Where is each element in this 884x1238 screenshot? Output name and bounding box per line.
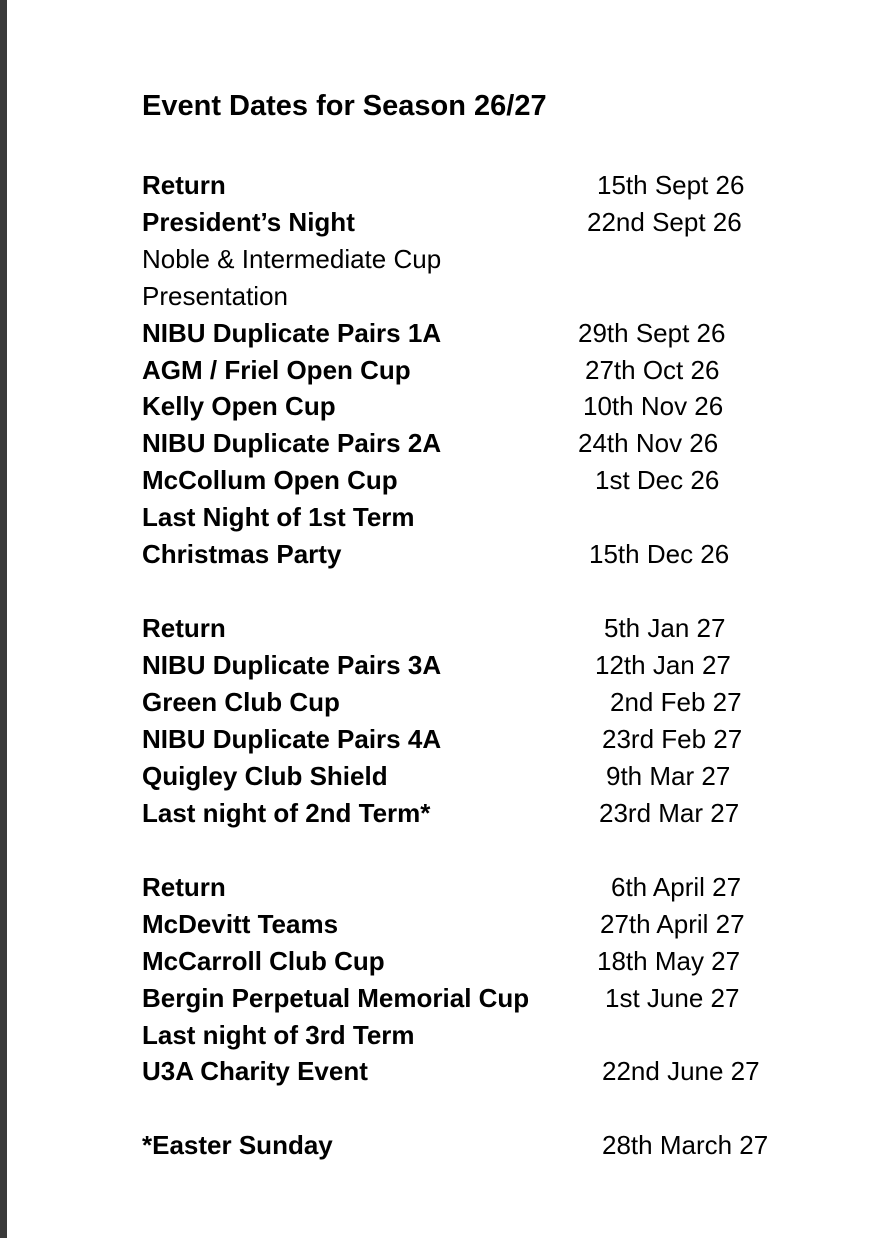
event-row bbox=[7, 425, 884, 462]
event-row bbox=[7, 647, 884, 684]
event-row bbox=[7, 204, 884, 241]
event-name: Return bbox=[142, 613, 226, 643]
event-name: NIBU Duplicate Pairs 3A bbox=[142, 650, 442, 680]
event-row bbox=[7, 167, 884, 204]
event-date: 15th Sept 26 bbox=[597, 170, 745, 200]
event-date: 27th April 27 bbox=[600, 909, 745, 939]
event-row bbox=[7, 278, 884, 315]
event-name: U3A Charity Event bbox=[142, 1056, 368, 1086]
event-row bbox=[7, 1017, 884, 1054]
event-row bbox=[7, 795, 884, 832]
event-date: 12th Jan 27 bbox=[595, 650, 731, 680]
event-name: McDevitt Teams bbox=[142, 909, 339, 939]
event-row bbox=[7, 315, 884, 352]
event-name: AGM / Friel Open Cup bbox=[142, 355, 411, 385]
event-date: 6th April 27 bbox=[611, 872, 742, 902]
event-row bbox=[7, 943, 884, 980]
event-date: 22nd June 27 bbox=[602, 1056, 760, 1086]
event-date: 29th Sept 26 bbox=[578, 318, 726, 348]
event-date: 27th Oct 26 bbox=[585, 355, 720, 385]
event-date: 5th Jan 27 bbox=[604, 613, 726, 643]
event-row bbox=[7, 499, 884, 536]
event-name: Last night of 2nd Term* bbox=[142, 798, 431, 828]
event-row bbox=[7, 758, 884, 795]
event-date: 15th Dec 26 bbox=[589, 539, 730, 569]
event-name: McCollum Open Cup bbox=[142, 465, 398, 495]
event-name: McCarroll Club Cup bbox=[142, 946, 385, 976]
event-name: Last night of 3rd Term bbox=[142, 1020, 415, 1050]
event-row bbox=[7, 1053, 884, 1090]
event-date: 1st Dec 26 bbox=[595, 465, 720, 495]
event-date: 9th Mar 27 bbox=[606, 761, 731, 791]
event-name: Green Club Cup bbox=[142, 687, 340, 717]
event-name: Noble & Intermediate Cup bbox=[142, 244, 442, 274]
event-name: NIBU Duplicate Pairs 4A bbox=[142, 724, 442, 754]
event-date: 10th Nov 26 bbox=[583, 391, 724, 421]
viewer-left-edge bbox=[0, 0, 7, 1238]
event-date: 2nd Feb 27 bbox=[610, 687, 742, 717]
event-row bbox=[7, 388, 884, 425]
event-name: NIBU Duplicate Pairs 2A bbox=[142, 428, 442, 458]
event-row bbox=[7, 906, 884, 943]
event-row bbox=[7, 980, 884, 1017]
event-date: 23rd Mar 27 bbox=[599, 798, 740, 828]
footnote-row bbox=[7, 1127, 884, 1164]
event-name: Return bbox=[142, 170, 226, 200]
footnote-date: 28th March 27 bbox=[602, 1130, 769, 1160]
event-date: 23rd Feb 27 bbox=[602, 724, 743, 754]
event-row bbox=[7, 462, 884, 499]
event-row bbox=[7, 869, 884, 906]
event-name: Quigley Club Shield bbox=[142, 761, 388, 791]
event-date: 1st June 27 bbox=[605, 983, 740, 1013]
event-date: 24th Nov 26 bbox=[578, 428, 719, 458]
event-row bbox=[7, 241, 884, 278]
event-name: Christmas Party bbox=[142, 539, 342, 569]
event-row bbox=[7, 352, 884, 389]
event-name: Last Night of 1st Term bbox=[142, 502, 415, 532]
event-row bbox=[7, 684, 884, 721]
event-name: NIBU Duplicate Pairs 1A bbox=[142, 318, 442, 348]
event-row bbox=[7, 610, 884, 647]
event-date: 18th May 27 bbox=[597, 946, 741, 976]
event-name: Bergin Perpetual Memorial Cup bbox=[142, 983, 530, 1013]
event-name: Presentation bbox=[142, 281, 288, 311]
event-name: President’s Night bbox=[142, 207, 355, 237]
document-page bbox=[7, 0, 884, 1238]
event-name: Return bbox=[142, 872, 226, 902]
event-row bbox=[7, 721, 884, 758]
event-name: Kelly Open Cup bbox=[142, 391, 336, 421]
event-row bbox=[7, 536, 884, 573]
page-title: Event Dates for Season 26/27 bbox=[142, 90, 547, 122]
footnote-label: *Easter Sunday bbox=[142, 1130, 333, 1160]
event-date: 22nd Sept 26 bbox=[587, 207, 742, 237]
